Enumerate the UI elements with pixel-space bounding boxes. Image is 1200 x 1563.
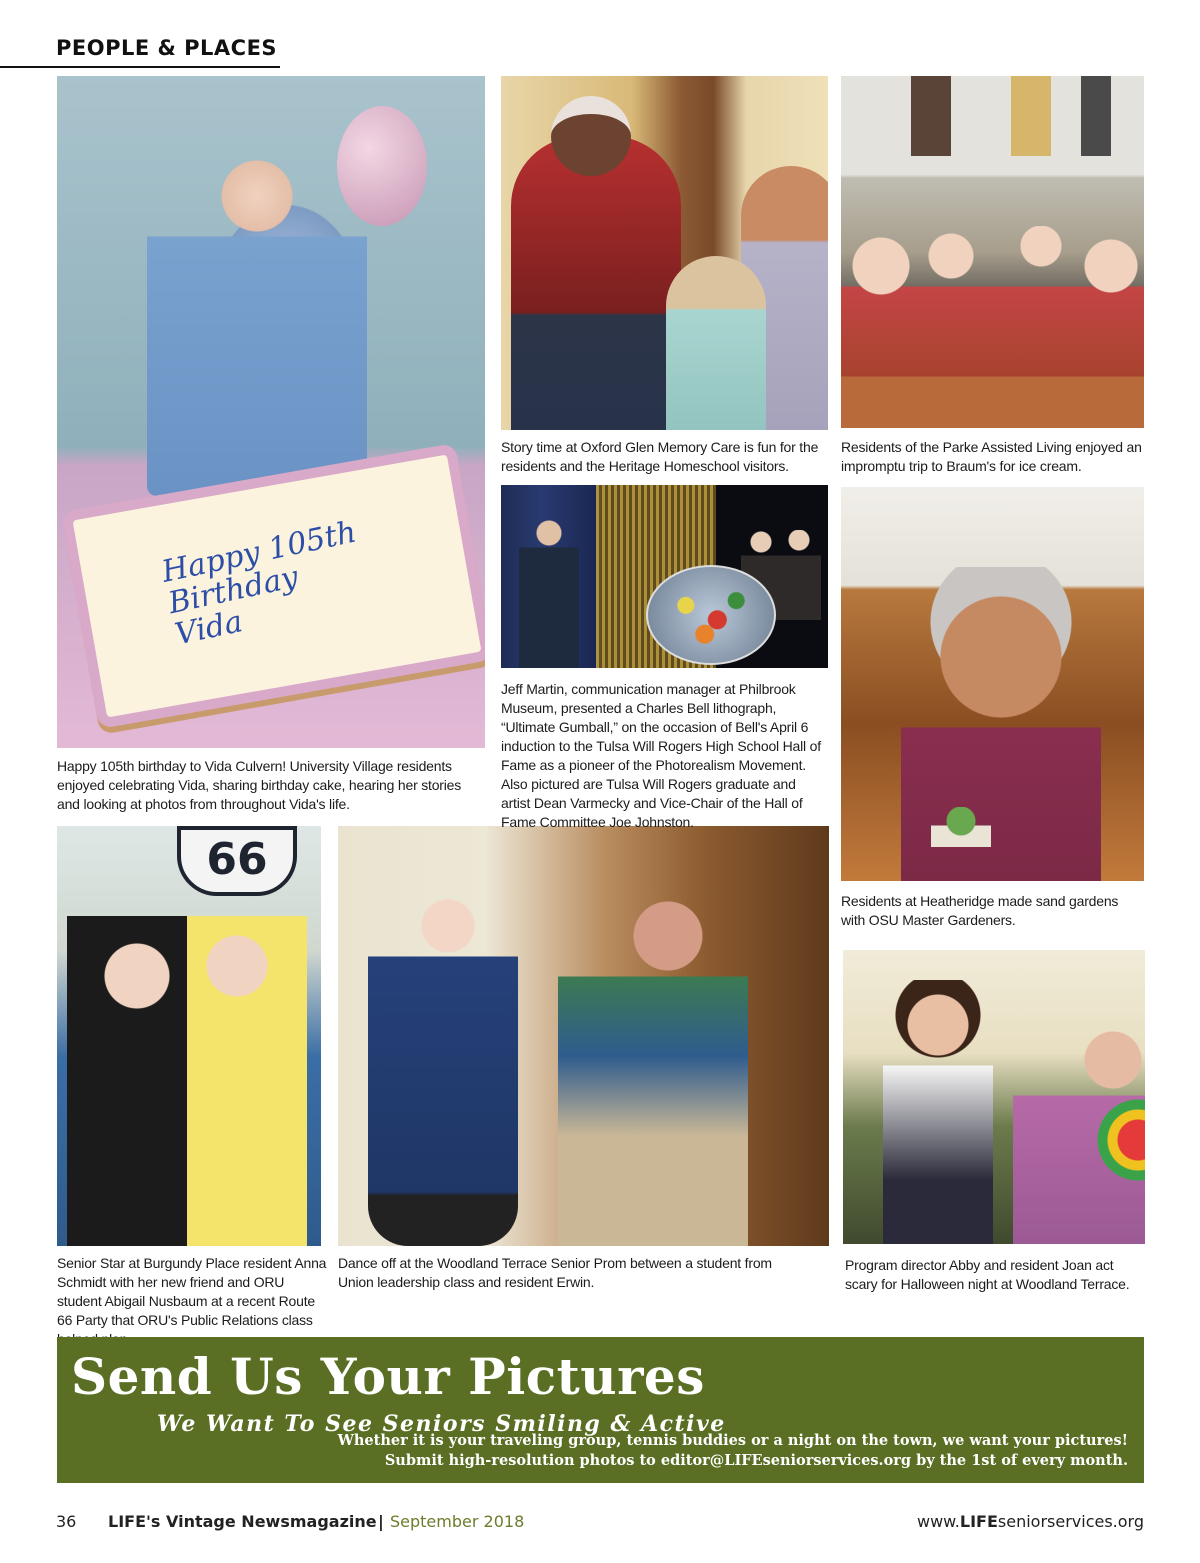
banner-body	[338, 1431, 1128, 1471]
cake-inscription: Happy 105th Birthday Vida	[158, 514, 360, 653]
wall-posters	[841, 76, 1144, 156]
photo-subject	[558, 886, 748, 1246]
website-link[interactable]	[917, 1512, 1144, 1531]
photo-subjects	[67, 916, 317, 1246]
caption-braums: Residents of the Parke Assisted Living enjoyed an impromptu trip to Braum's for ice cream.	[841, 439, 1142, 474]
footer-separator: |	[378, 1512, 384, 1531]
photo-subject	[1013, 1020, 1145, 1244]
photo-halloween	[843, 950, 1145, 1244]
send-pictures-banner	[57, 1337, 1144, 1483]
caption-story-time: Story time at Oxford Glen Memory Care is fun for the residents and the Heritage Homeschool visitors.	[501, 439, 819, 474]
photo-subject	[147, 116, 367, 496]
website-brand: LIFE	[959, 1512, 998, 1531]
section-header: PEOPLE & PLACES	[56, 36, 278, 60]
website-suffix: seniorservices.org	[997, 1512, 1144, 1531]
photo-subject	[666, 256, 766, 430]
caption-vida-birthday: Happy 105th birthday to Vida Culvern! University Village residents enjoyed celebrating Vida, sharing birthday cake, hearing her stories and looking at photos from throughout Vida's life.	[57, 758, 462, 812]
website-prefix: www.	[917, 1512, 960, 1531]
issue-date: September 2018	[390, 1512, 525, 1531]
caption-philbrook: Jeff Martin, communication manager at Philbrook Museum, presented a Charles Bell lithograph, “Ultimate Gumball,” on the occasion of Bell's April 6 induction to the Tulsa Will Rogers High School Hall of Fame as a pioneer of the Photorealism Movement. Also pictured are Tulsa Will Rogers graduate and artist Dean Varmecky and Vice-Chair of the Hall of Fame Committee Joe Johnston.	[501, 681, 821, 830]
page-footer	[56, 1512, 1144, 1536]
photo-vida-birthday	[57, 76, 485, 748]
publication-name: LIFE's Vintage Newsmagazine	[108, 1512, 377, 1531]
caption-route-66: Senior Star at Burgundy Place resident Anna Schmidt with her new friend and ORU student Abigail Nusbaum at a recent Route 66 Party that ORU's Public Relations class	[57, 1255, 327, 1328]
section-divider	[0, 66, 280, 68]
banner-line-1: Whether it is your traveling group, tennis buddies or a night on the town, we want your pictures!	[337, 1432, 1128, 1449]
succulent-plant	[931, 807, 991, 847]
photo-subject	[368, 886, 518, 1246]
caption-senior-prom: Dance off at the Woodland Terrace Senior Prom between a student from Union leadership class and resident Erwin.	[338, 1255, 772, 1290]
banner-line-2: Submit high-resolution photos to editor@LIFEseniorservices.org by the 1st of every month.	[384, 1452, 1128, 1469]
photo-subject-head	[551, 96, 631, 176]
balloon	[337, 106, 427, 226]
photo-braums-ice-cream	[841, 76, 1144, 428]
photo-senior-prom-dance	[338, 826, 829, 1246]
photo-subjects	[841, 226, 1144, 428]
photo-route-66-party	[57, 826, 321, 1246]
photo-subject	[883, 980, 993, 1244]
banner-tagline: We Want To See Seniors Smiling & Active	[157, 1411, 726, 1437]
page-number: 36	[56, 1512, 77, 1531]
banner-title: Send Us Your Pictures	[71, 1347, 705, 1406]
route-66-sign: 66	[177, 826, 297, 896]
photo-philbrook-gumball	[501, 485, 828, 668]
photo-subject	[519, 515, 579, 668]
photo-subject	[511, 136, 681, 430]
caption-halloween: Program director Abby and resident Joan act scary for Halloween night at Woodland Terrace.	[845, 1257, 1130, 1292]
photo-heatheridge-sand-gardens	[841, 487, 1144, 881]
gumball-lithograph	[646, 565, 776, 665]
photo-story-time	[501, 76, 828, 430]
caption-heatheridge: Residents at Heatheridge made sand gardens with OSU Master Gardeners.	[841, 893, 1119, 928]
